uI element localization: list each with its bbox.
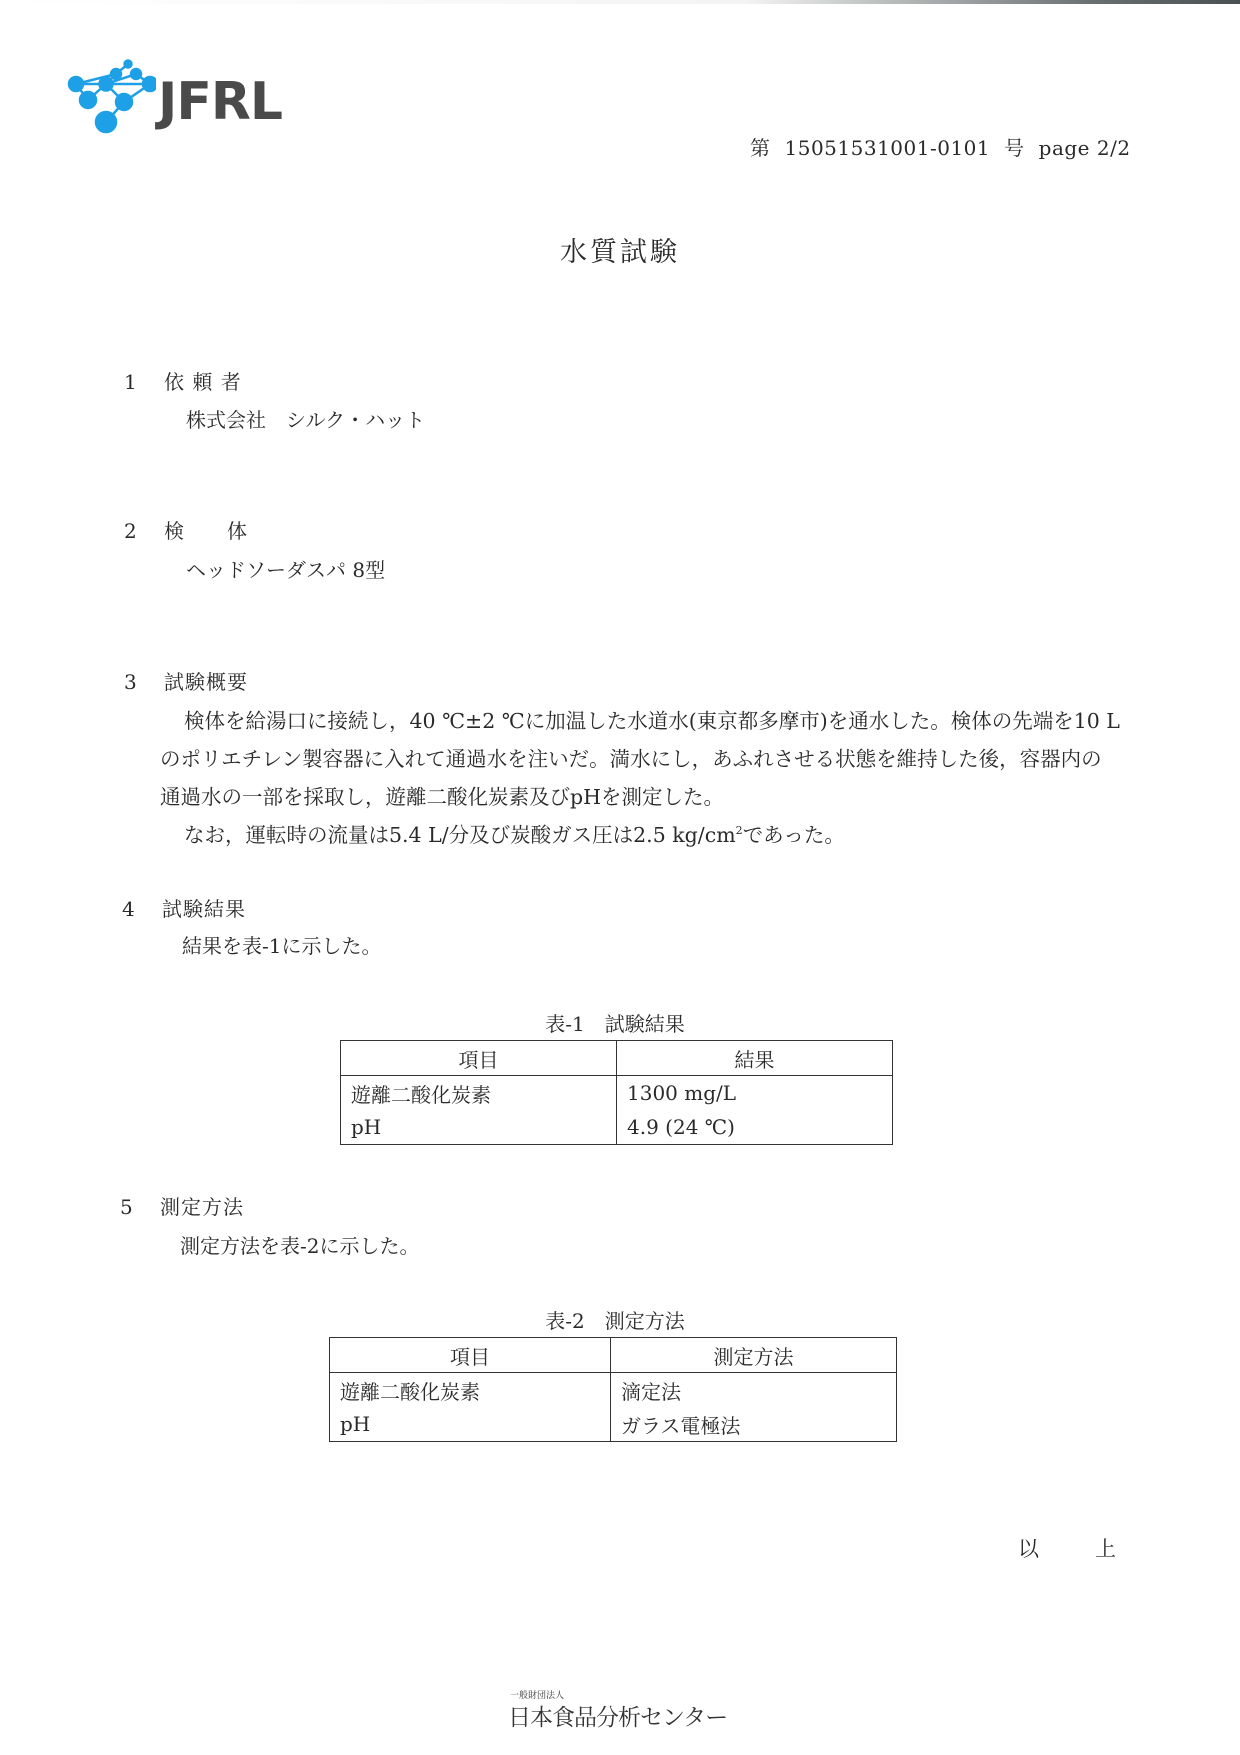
column-header: 項目 bbox=[330, 1338, 611, 1373]
section-3-heading bbox=[124, 666, 248, 695]
item-cell: pH bbox=[341, 1110, 617, 1145]
section-5-heading bbox=[120, 1191, 244, 1220]
section-title: 測定方法 bbox=[160, 1195, 244, 1219]
section-title: 試験概要 bbox=[164, 670, 248, 694]
document-number bbox=[750, 132, 1145, 161]
overview-paragraph: 検体を給湯口に接続し，40 ℃±2 ℃に加温した水道水(東京都多摩市)を通水した。検体の先端を10 Lのポリエチレン製容器に入れて通過水を注いだ。満水にし，あふれさせる状態を維持した後，容器内の通過水の一部を採取し，遊離二酸化炭素及びpHを測定した。 bbox=[160, 709, 1120, 809]
page-indicator: page 2/2 bbox=[1038, 136, 1131, 160]
table-row bbox=[341, 1110, 893, 1145]
section-2-heading bbox=[124, 515, 248, 544]
item-cell: pH bbox=[330, 1407, 611, 1442]
method-cell: ガラス電極法 bbox=[611, 1407, 897, 1442]
section-title: 試験結果 bbox=[162, 897, 246, 921]
method-note: 測定方法を表-2に示した。 bbox=[180, 1234, 420, 1258]
results-table bbox=[340, 1040, 893, 1145]
client-name: 株式会社 シルク・ハット bbox=[186, 408, 426, 432]
network-logo-icon bbox=[66, 58, 156, 138]
section-4-heading bbox=[122, 893, 246, 922]
table-row bbox=[330, 1373, 897, 1408]
doc-number-value: 15051531001-0101 bbox=[784, 136, 991, 160]
column-header: 結果 bbox=[617, 1041, 893, 1076]
column-header: 測定方法 bbox=[611, 1338, 897, 1373]
table-row bbox=[341, 1076, 893, 1111]
result-cell: 4.9 (24 ℃) bbox=[617, 1110, 893, 1145]
doc-prefix: 第 bbox=[750, 136, 771, 160]
table-header-row bbox=[330, 1338, 897, 1373]
footer-organization-logo bbox=[508, 1688, 727, 1732]
org-type: 一般財団法人 bbox=[510, 1691, 565, 1701]
table-2-caption: 表-2 測定方法 bbox=[545, 1309, 685, 1333]
test-overview-text bbox=[160, 702, 1120, 854]
section-title: 検 体 bbox=[164, 519, 248, 543]
result-cell: 1300 mg/L bbox=[617, 1076, 893, 1111]
column-header: 項目 bbox=[341, 1041, 617, 1076]
doc-suffix: 号 bbox=[1004, 136, 1025, 160]
section-number: 3 bbox=[124, 670, 138, 694]
section-number: 4 bbox=[122, 897, 136, 921]
methods-table bbox=[329, 1337, 897, 1442]
item-cell: 遊離二酸化炭素 bbox=[341, 1076, 617, 1111]
overview-note: なお，運転時の流量は5.4 L/分及び炭酸ガス圧は2.5 $kg/cm^2$であった。 bbox=[184, 823, 845, 847]
section-1-heading bbox=[124, 366, 242, 395]
table-1-caption: 表-1 試験結果 bbox=[545, 1012, 685, 1036]
logo-text: JFRL bbox=[158, 72, 283, 132]
org-name: 日本食品分析センター bbox=[508, 1705, 728, 1731]
section-number: 1 bbox=[124, 370, 138, 394]
page-title: 水質試験 bbox=[560, 237, 680, 268]
section-number: 5 bbox=[120, 1195, 134, 1219]
closing-mark: 以 上 bbox=[1018, 1537, 1116, 1561]
section-number: 2 bbox=[124, 519, 138, 543]
item-cell: 遊離二酸化炭素 bbox=[330, 1373, 611, 1408]
results-note: 結果を表-1に示した。 bbox=[182, 934, 382, 958]
method-cell: 滴定法 bbox=[611, 1373, 897, 1408]
section-title: 依 頼 者 bbox=[164, 370, 242, 394]
scan-edge-shading bbox=[0, 0, 1240, 4]
table-row bbox=[330, 1407, 897, 1442]
sample-name: ヘッドソーダスパ 8型 bbox=[186, 558, 386, 582]
jfrl-logo bbox=[66, 58, 306, 138]
table-header-row bbox=[341, 1041, 893, 1076]
